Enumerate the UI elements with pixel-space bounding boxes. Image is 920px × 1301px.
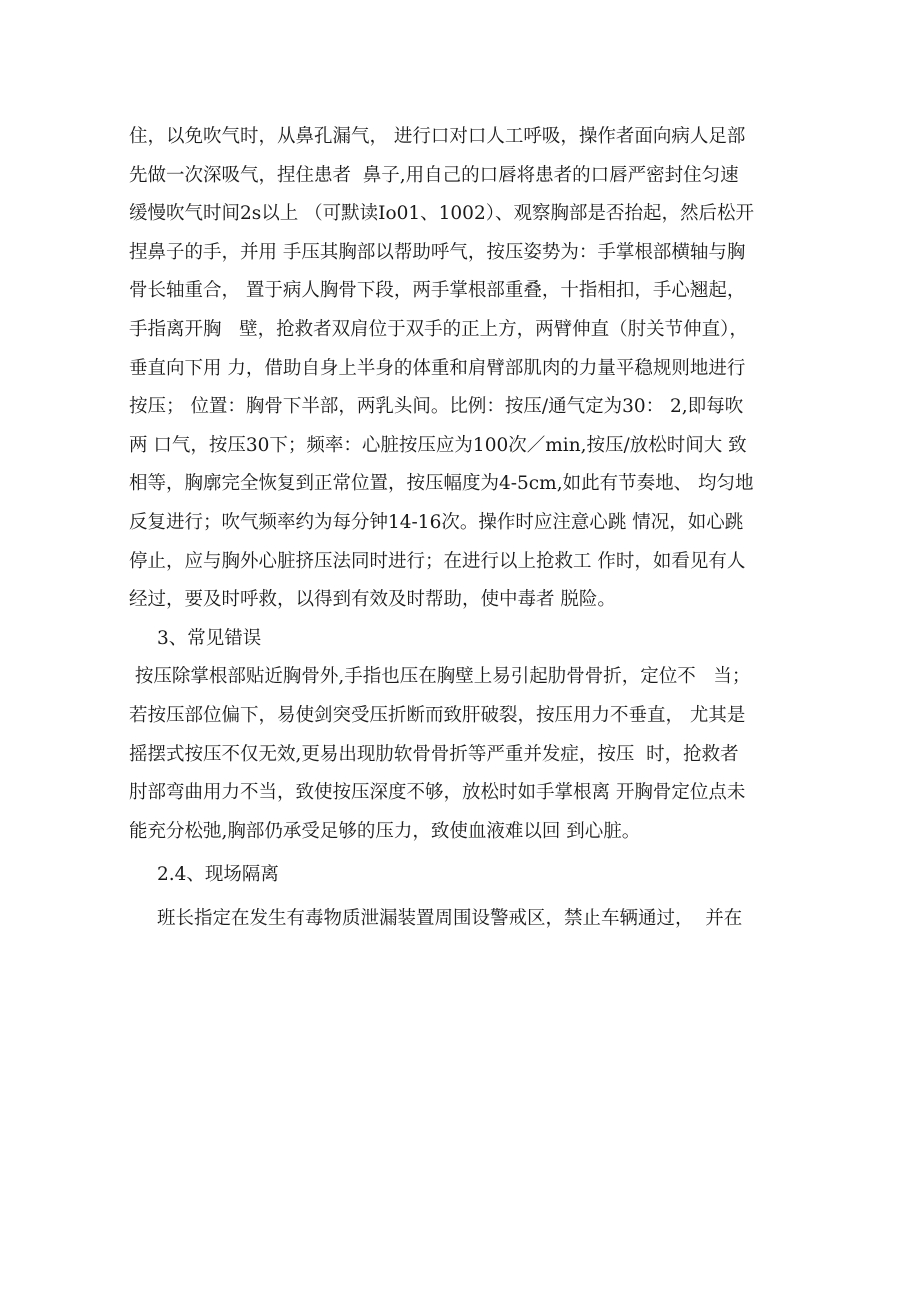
section-heading-site-isolation (129, 856, 799, 895)
text-line: 住，以免吹气时，从鼻孔漏气， 进行口对口人工呼吸，操作者面向病人足部 (129, 126, 746, 147)
text-line: 捏鼻子的手，并用 手压其胸部以帮助呼气，按压姿势为：手掌根部横轴与胸 (129, 241, 746, 263)
text-line: 能充分松弛,胸部仍承受足够的压力，致使血液难以回 到心脏。 (129, 820, 641, 842)
text-line: 按压； 位置：胸骨下半部，两乳头间。比例：按压/通气定为30： 2,即每吹 (129, 396, 744, 418)
text-line: 手指离开胸 壁，抢救者双肩位于双手的正上方，两臂伸直（肘关节伸直）， (129, 318, 748, 340)
text-line: 垂直向下用 力，借助自身上半身的体重和肩臂部肌肉的力量平稳规则地进行 (129, 357, 746, 379)
paragraph-site-isolation (129, 900, 799, 939)
text-line: 缓慢吹气时间2s以上 （可默读Io01、1002）、观察胸部是否抬起，然后松开 (129, 203, 754, 225)
text-line: 按压除掌根部贴近胸骨外,手指也压在胸壁上易引起肋骨骨折，定位不 当； (129, 666, 751, 688)
text-line: 相等，胸廓完全恢复到正常位置，按压幅度为4-5cm,如此有节奏地、 均匀地 (129, 473, 754, 495)
text-line: 若按压部位偏下，易使剑突受压折断而致肝破裂，按压用力不垂直， 尤其是 (129, 704, 746, 726)
text-line: 停止，应与胸外心脏挤压法同时进行；在进行以上抢救工 作时，如看见有人 (129, 550, 746, 572)
text-line: 摇摆式按压不仅无效,更易出现肋软骨骨折等严重并发症，按压 时，抢救者 (129, 743, 739, 765)
section-heading-common-errors (129, 620, 799, 659)
paragraph-cpr-procedure (129, 118, 799, 620)
paragraph-common-errors (129, 658, 799, 851)
text-line: 班长指定在发生有毒物质泄漏装置周围设警戒区，禁止车辆通过， 并在 (157, 907, 743, 929)
section-heading: 2.4、现场隔离 (157, 864, 279, 886)
document-body (129, 118, 799, 938)
text-line: 反复进行；吹气频率约为每分钟14-16次。操作时应注意心跳 情况，如心跳 (129, 511, 744, 533)
text-line: 经过，要及时呼救，以得到有效及时帮助，使中毒者 脱险。 (129, 589, 616, 611)
text-line: 骨长轴重合， 置于病人胸骨下段，两手掌根部重叠，十指相扣，手心翘起， (129, 280, 746, 302)
text-line: 两 口气，按压30下；频率：心脏按压应为100次／min,按压/放松时间大 致 (129, 434, 747, 456)
text-line: 肘部弯曲用力不当，致使按压深度不够，放松时如手掌根离 开胸骨定位点未 (129, 782, 746, 804)
section-heading: 3、常见错误 (157, 627, 262, 649)
text-line: 先做一次深吸气，捏住患者 鼻子,用自己的口唇将患者的口唇严密封住匀速 (129, 164, 739, 186)
